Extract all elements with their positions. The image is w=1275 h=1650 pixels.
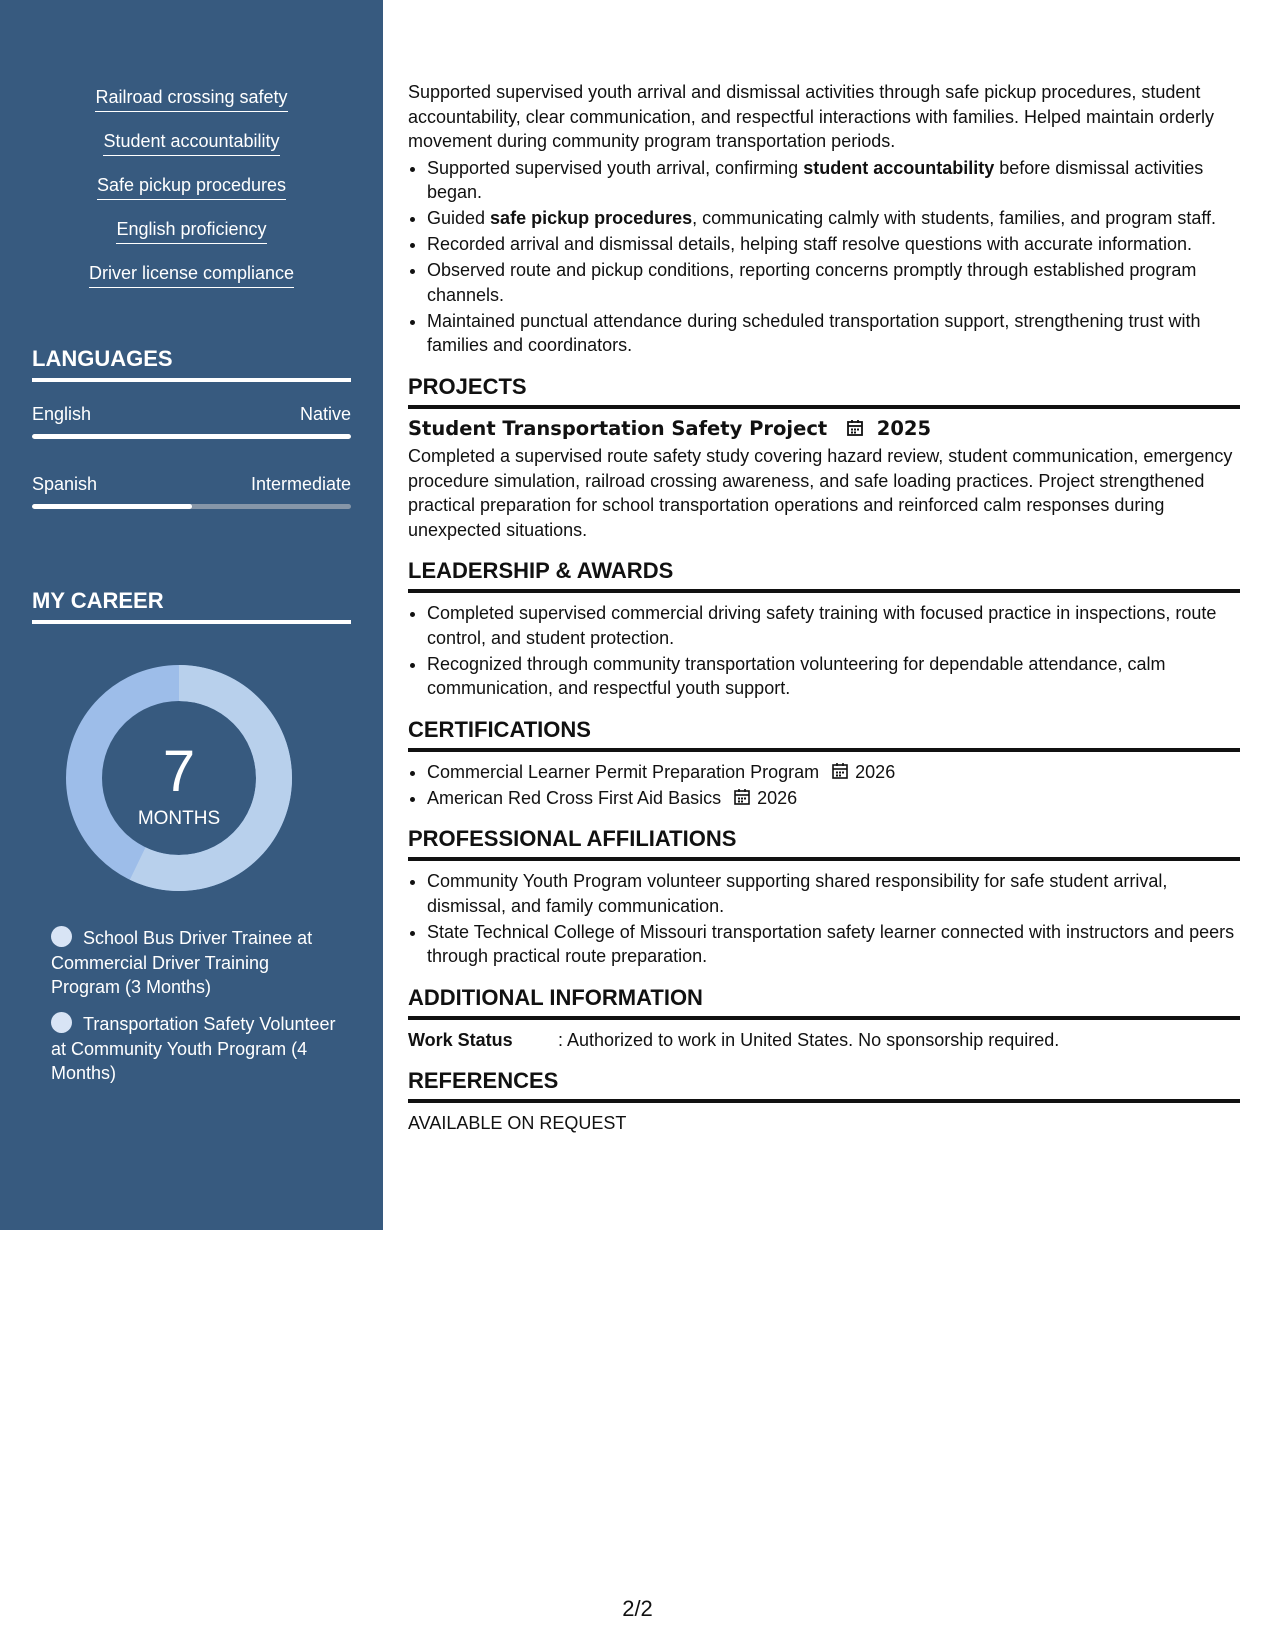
skills-list (0, 86, 383, 306)
experience-summary: Supported supervised youth arrival and dismissal activities through safe pickup procedures, student accountability, clear communication, and respectful interactions with families. Helped maintain orderly movement during community program transportation periods. (408, 82, 1215, 151)
additional-info-heading: ADDITIONAL INFORMATION (408, 985, 1240, 1020)
experience-bullets (408, 156, 1240, 358)
bullet-text: Observed route and pickup conditions, reporting concerns promptly through established program channels. (427, 260, 1197, 305)
references-heading: REFERENCES (408, 1068, 1240, 1103)
certifications-list (408, 760, 1240, 811)
project-title-row (408, 417, 1240, 442)
skill-item: English proficiency (116, 218, 266, 244)
certification-item (427, 786, 1240, 811)
leadership-heading: LEADERSHIP & AWARDS (408, 558, 1240, 593)
project-title: Student Transportation Safety Project (408, 416, 828, 440)
bullet-text: Recorded arrival and dismissal details, helping staff resolve questions with accurate information. (427, 234, 1193, 254)
experience-bullet (427, 232, 1240, 257)
career-donut-chart (66, 665, 292, 891)
project-description: Completed a supervised route safety study covering hazard review, student communication, emergency procedure simulation, railroad crossing awareness, and safe loading practices. Project strengthened practical preparation for school transportation operations and reinforced calm responses during unexpected situations. (408, 446, 1233, 540)
calendar-icon (733, 788, 751, 806)
language-proficiency-fill (32, 504, 192, 509)
project-year: 2025 (876, 416, 932, 440)
language-name: English (32, 404, 92, 424)
language-proficiency-fill (32, 434, 351, 439)
certification-name: Commercial Learner Permit Preparation Program (427, 761, 820, 782)
skill-item: Student accountability (103, 130, 279, 156)
bullet-bold-text: student accountability (803, 157, 995, 178)
language-level: Native (299, 404, 351, 424)
projects-heading: PROJECTS (408, 374, 1240, 409)
skill-item: Safe pickup procedures (97, 174, 286, 200)
work-status-label: Work Status (408, 1029, 513, 1050)
calendar-icon (846, 419, 864, 437)
certification-year: 2026 (855, 761, 896, 782)
bullet-dot-icon (51, 926, 72, 947)
affiliations-list (408, 869, 1240, 969)
certification-item (427, 760, 1240, 785)
career-total-number: 7 (162, 739, 196, 804)
career-item-text: Transportation Safety Volunteer at Community Youth Program (4 Months) (51, 1014, 336, 1083)
work-status-value: : Authorized to work in United States. No sponsorship required. (558, 1029, 1060, 1050)
career-total-unit: MONTHS (137, 808, 221, 829)
career-item (51, 926, 341, 1000)
work-status-row (408, 1028, 1240, 1053)
language-proficiency-bar (32, 434, 351, 439)
skill-item: Driver license compliance (89, 262, 294, 288)
page-number: 2/2 (622, 1596, 653, 1621)
bullet-text: Supported supervised youth arrival, confirming (427, 157, 804, 178)
experience-bullet (427, 258, 1240, 307)
experience-bullet (427, 309, 1240, 358)
affiliation-item: • Community Youth Program volunteer supporting shared responsibility for safe student arrival, dismissal, and family communication. (427, 869, 1240, 918)
language-level: Intermediate (250, 474, 351, 494)
leadership-list (408, 601, 1240, 701)
affiliations-heading: PROFESSIONAL AFFILIATIONS (408, 826, 1240, 861)
career-item-text: School Bus Driver Trainee at Commercial Driver Training Program (3 Months) (51, 928, 313, 997)
languages-heading: LANGUAGES (32, 346, 351, 382)
experience-bullet (427, 156, 1240, 205)
leadership-item: • Completed supervised commercial driving safety training with focused practice in inspections, route control, and student protection. (427, 601, 1240, 650)
certification-name: American Red Cross First Aid Basics (427, 787, 722, 808)
career-heading: MY CAREER (32, 588, 351, 624)
bullet-bold-text: safe pickup procedures (490, 208, 693, 228)
certification-year: 2026 (757, 787, 798, 808)
references-text: AVAILABLE ON REQUEST (408, 1113, 627, 1133)
main-content (408, 80, 1240, 1136)
certifications-heading: CERTIFICATIONS (408, 717, 1240, 752)
language-proficiency-bar (32, 504, 351, 509)
sidebar (0, 0, 383, 1230)
bullet-dot-icon (51, 1012, 72, 1033)
leadership-item: • Recognized through community transportation volunteering for dependable attendance, calm communication, and respectful youth support. (427, 652, 1240, 701)
language-name: Spanish (32, 474, 98, 494)
experience-bullet (427, 206, 1240, 231)
calendar-icon (831, 762, 849, 780)
skill-item: Railroad crossing safety (95, 86, 287, 112)
bullet-text: Guided (427, 208, 491, 228)
affiliation-item: • State Technical College of Missouri transportation safety learner connected with instructors and peers through practical route preparation. (427, 920, 1240, 969)
bullet-text: Maintained punctual attendance during scheduled transportation support, strengthening trust with families and coordinators. (427, 310, 1201, 355)
bullet-text: , communicating calmly with students, families, and program staff. (692, 208, 1217, 228)
career-item (51, 1012, 341, 1086)
bullet-text: before dismissal activities began. (427, 157, 1204, 202)
